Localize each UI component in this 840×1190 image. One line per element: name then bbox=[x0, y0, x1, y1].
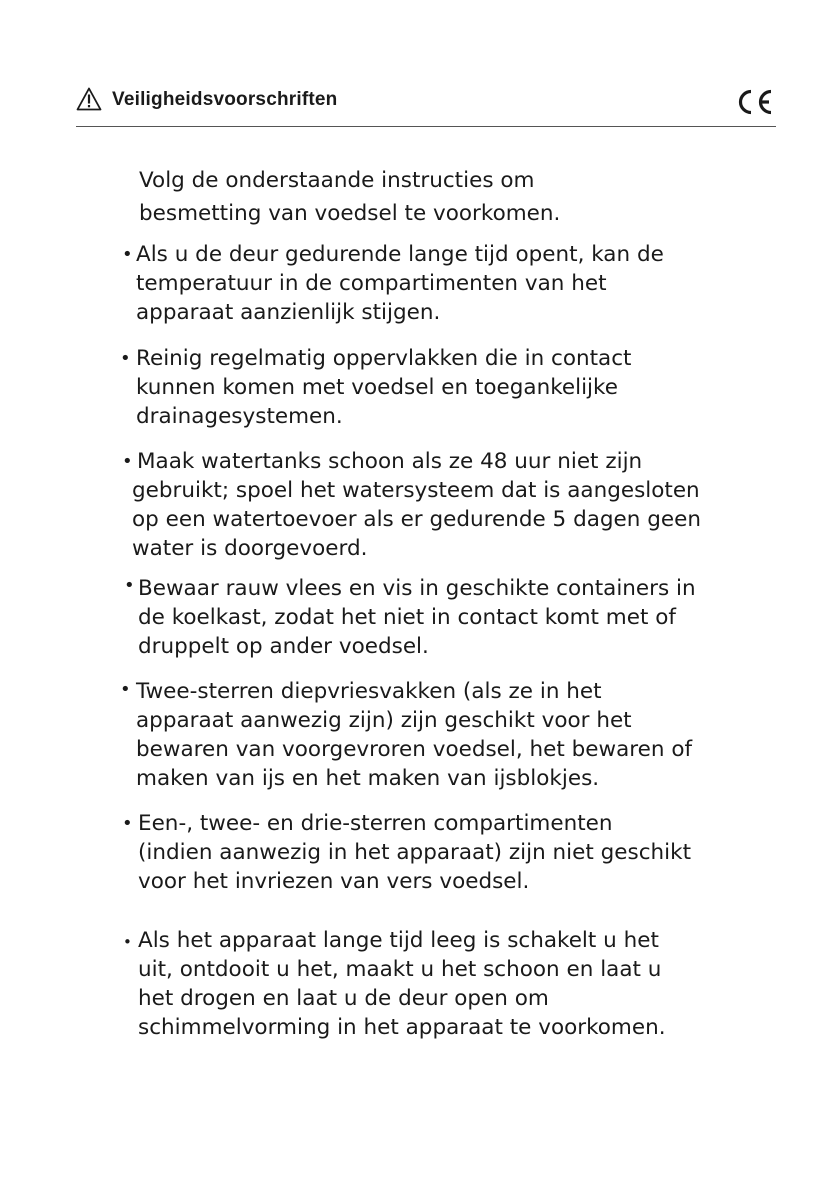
bullet-line: gebruikt; spoel het watersysteem dat is aangesloten bbox=[132, 478, 700, 503]
bullet-line: Reinig regelmatig oppervlakken die in contact bbox=[136, 346, 632, 371]
bullet-line: het drogen en laat u de deur open om bbox=[138, 986, 549, 1011]
bullet-line: Een-, twee- en drie-sterren compartimenten bbox=[138, 811, 613, 836]
bullet-line: (indien aanwezig in het apparaat) zijn niet geschikt bbox=[138, 840, 692, 865]
bullet-line: Bewaar rauw vlees en vis in geschikte containers in bbox=[138, 576, 696, 601]
bullet-dot: • bbox=[120, 679, 131, 700]
bullet-line: apparaat aanzienlijk stijgen. bbox=[136, 300, 441, 325]
bullet-line: kunnen komen met voedsel en toegankelijke bbox=[136, 375, 618, 400]
bullet-dot: • bbox=[122, 451, 133, 472]
intro-line: Volg de onderstaande instructies om bbox=[139, 168, 535, 193]
bullet-line: maken van ijs en het maken van ijsblokjes. bbox=[136, 766, 600, 791]
bullet-dot: • bbox=[122, 813, 133, 834]
warning-triangle-icon bbox=[76, 87, 102, 111]
ce-mark-icon bbox=[734, 88, 774, 116]
bullet-item bbox=[122, 809, 692, 896]
bullet-item bbox=[120, 677, 693, 793]
bullet-line: druppelt op ander voedsel. bbox=[138, 634, 429, 659]
intro-paragraph bbox=[139, 164, 560, 230]
bullet-dot: • bbox=[120, 348, 131, 369]
bullet-item bbox=[122, 447, 701, 563]
bullet-line: Als u de deur gedurende lange tijd opent, kan de bbox=[136, 242, 664, 267]
bullet-line: apparaat aanwezig zijn) zijn geschikt voor het bbox=[136, 708, 632, 733]
bullet-dot: • bbox=[123, 933, 132, 951]
bullet-item bbox=[124, 574, 696, 661]
bullet-dot: • bbox=[122, 244, 133, 265]
bullet-line: Maak watertanks schoon als ze 48 uur niet zijn bbox=[137, 449, 643, 474]
bullet-line: schimmelvorming in het apparaat te voorkomen. bbox=[138, 1015, 666, 1040]
bullet-line: de koelkast, zodat het niet in contact komt met of bbox=[138, 605, 676, 630]
bullet-item bbox=[122, 240, 664, 327]
page-header bbox=[76, 84, 776, 127]
bullet-line: Als het apparaat lange tijd leeg is schakelt u het bbox=[138, 928, 659, 953]
bullet-line: water is doorgevoerd. bbox=[132, 536, 368, 561]
bullet-dot: • bbox=[124, 575, 135, 596]
bullet-line: uit, ontdooit u het, maakt u het schoon en laat u bbox=[138, 957, 662, 982]
bullet-line: drainagesystemen. bbox=[136, 404, 343, 429]
bullet-item bbox=[123, 926, 666, 1042]
bullet-item bbox=[120, 344, 632, 431]
bullet-line: op een watertoevoer als er gedurende 5 dagen geen bbox=[132, 507, 701, 532]
bullet-line: temperatuur in de compartimenten van het bbox=[136, 271, 607, 296]
bullet-line: Twee-sterren diepvriesvakken (als ze in het bbox=[136, 679, 602, 704]
page-title: Veiligheidsvoorschriften bbox=[112, 89, 338, 110]
bullet-line: voor het invriezen van vers voedsel. bbox=[138, 869, 530, 894]
intro-line: besmetting van voedsel te voorkomen. bbox=[139, 201, 561, 226]
bullet-line: bewaren van voorgevroren voedsel, het bewaren of bbox=[136, 737, 693, 762]
